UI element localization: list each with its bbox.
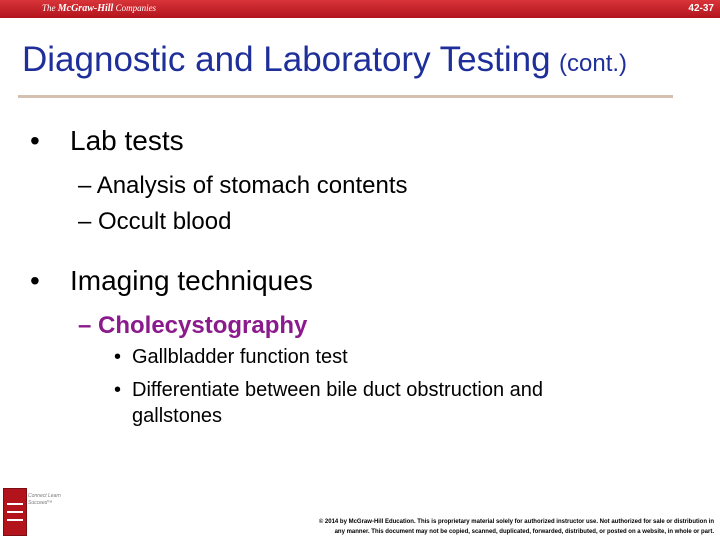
copyright-line-1: © 2014 by McGraw-Hill Education. This is proprietary material solely for authorized instructor use. Not authorized for sale or distribution in <box>318 519 714 525</box>
sub-sub-bullet-differentiate-cont: gallstones <box>132 405 223 427</box>
slide-number: 42-37 <box>688 3 714 14</box>
title-suffix: (cont.) <box>559 50 628 77</box>
bullet-dot: • <box>114 346 122 368</box>
bullet-text: Gallbladder function test <box>132 346 348 368</box>
logo-stripe <box>7 503 23 505</box>
logo-stripe <box>7 519 23 521</box>
mcgraw-hill-logo <box>3 488 27 536</box>
bullet-dot: • <box>30 265 40 296</box>
top-banner <box>0 0 720 18</box>
bullet-text: Imaging techniques <box>70 265 313 296</box>
publisher-prefix: The <box>42 3 56 13</box>
sub-sub-bullet-gallbladder <box>114 346 348 369</box>
bullet-imaging <box>30 265 313 297</box>
publisher-suffix: Companies <box>115 3 157 13</box>
sub-sub-bullet-differentiate <box>114 379 543 402</box>
slide-title <box>22 40 627 80</box>
publisher-name: McGraw-Hill <box>57 3 114 14</box>
copyright-notice <box>194 517 714 537</box>
bullet-dot: • <box>114 379 122 401</box>
sub-bullet-analysis: – Analysis of stomach contents <box>78 172 408 199</box>
copyright-line-2: any manner. This document may not be copied, scanned, duplicated, forwarded, distributed, or posted on a website, in whole or part. <box>334 529 714 535</box>
publisher-logo <box>42 3 156 14</box>
title-main: Diagnostic and Laboratory Testing <box>22 40 551 79</box>
logo-stripe <box>7 511 23 513</box>
sub-bullet-occult: – Occult blood <box>78 208 232 235</box>
bullet-dot: • <box>30 125 40 156</box>
title-divider <box>18 95 673 98</box>
bullet-text: Lab tests <box>70 125 184 156</box>
bullet-lab-tests <box>30 125 184 157</box>
bullet-text: Differentiate between bile duct obstruction and <box>132 379 544 401</box>
sub-bullet-cholecystography: – Cholecystography <box>78 312 308 339</box>
logo-tagline: Connect Learn Succeed™ <box>28 493 61 506</box>
